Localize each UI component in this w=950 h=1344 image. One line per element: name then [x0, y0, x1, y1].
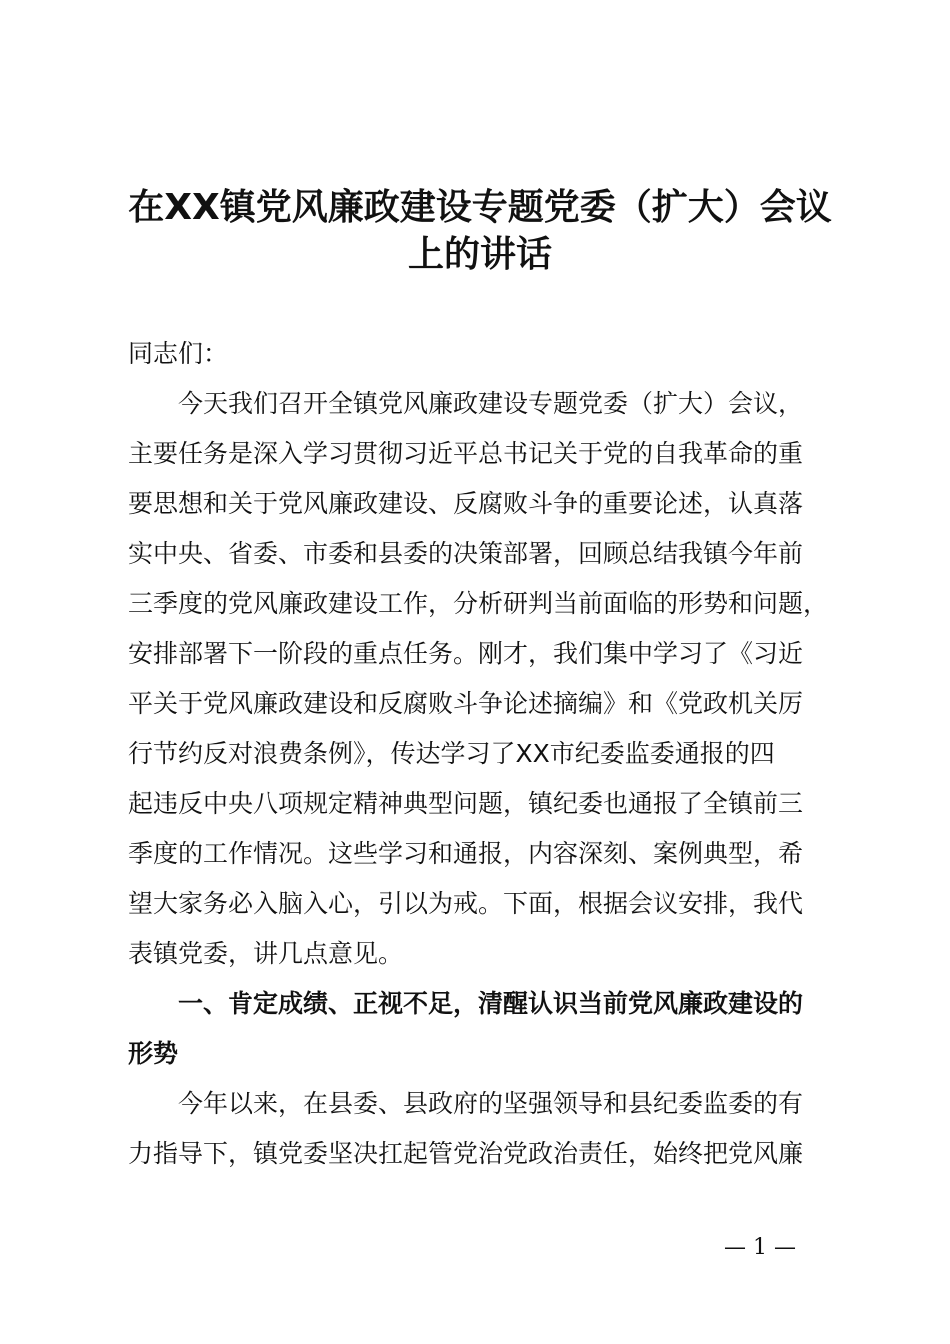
body-line: 行节约反对浪费条例》，传达学习了XX市纪委监委通报的四: [128, 739, 775, 768]
document-title-line-1: 在XX镇党风廉政建设专题党委（扩大）会议: [128, 187, 832, 228]
body-line: 今年以来，在县委、县政府的坚强领导和县纪委监委的有: [178, 1089, 804, 1118]
section-heading-line-2: 形势: [128, 1039, 179, 1068]
body-line: 平关于党风廉政建设和反腐败斗争论述摘编》和《党政机关厉: [128, 689, 804, 718]
body-line: 表镇党委，讲几点意见。: [128, 939, 404, 968]
salutation: 同志们：: [128, 339, 229, 368]
body-line: 起违反中央八项规定精神典型问题，镇纪委也通报了全镇前三: [128, 789, 804, 818]
body-line: 今天我们召开全镇党风廉政建设专题党委（扩大）会议，: [178, 389, 804, 418]
body-line: 主要任务是深入学习贯彻习近平总书记关于党的自我革命的重: [128, 439, 804, 468]
body-line: 实中央、省委、市委和县委的决策部署，回顾总结我镇今年前: [128, 539, 804, 568]
page-number: — 1 —: [724, 1235, 796, 1260]
body-line: 望大家务必入脑入心，引以为戒。下面，根据会议安排，我代: [128, 889, 804, 918]
body-line: 季度的工作情况。这些学习和通报，内容深刻、案例典型，希: [128, 839, 804, 868]
body-line: 安排部署下一阶段的重点任务。刚才，我们集中学习了《习近: [128, 639, 804, 668]
section-heading-line-1: 一、肯定成绩、正视不足，清醒认识当前党风廉政建设的: [178, 989, 804, 1018]
body-line: 三季度的党风廉政建设工作，分析研判当前面临的形势和问题，: [128, 589, 829, 618]
body-line: 要思想和关于党风廉政建设、反腐败斗争的重要论述，认真落: [128, 489, 804, 518]
body-line: 力指导下，镇党委坚决扛起管党治党政治责任，始终把党风廉: [128, 1139, 804, 1168]
document-title-line-2: 上的讲话: [407, 234, 552, 275]
